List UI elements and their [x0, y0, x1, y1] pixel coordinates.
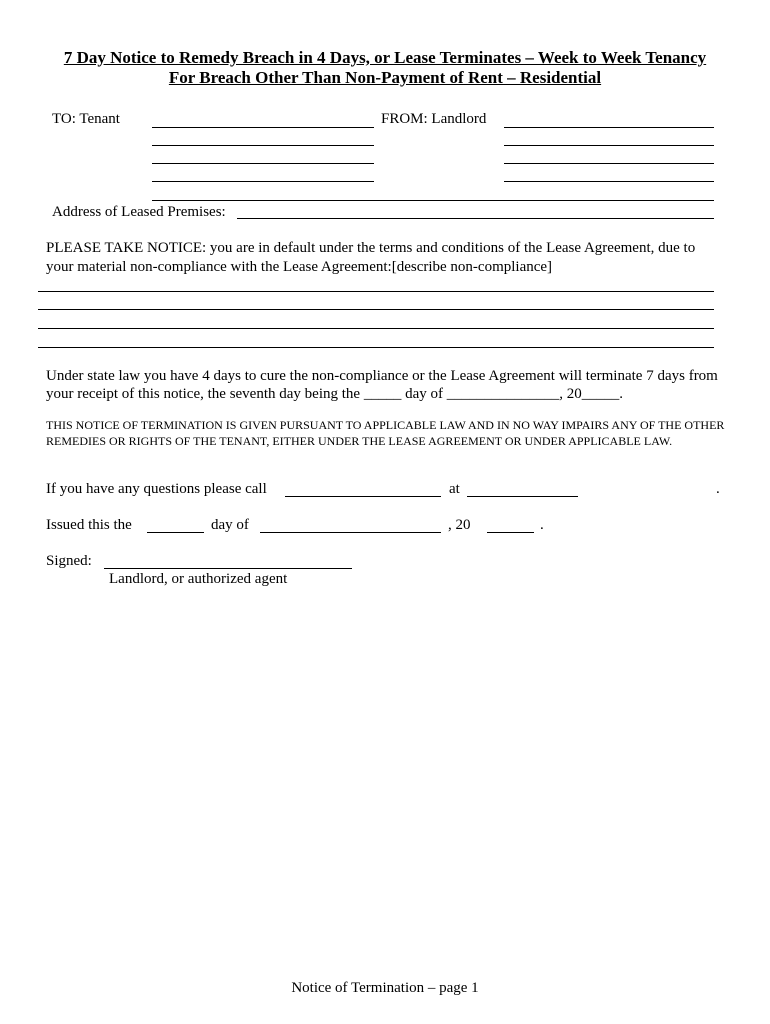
noncompliance-line-1[interactable]	[38, 291, 714, 292]
address-line-upper[interactable]	[152, 200, 714, 201]
notice-paragraph: PLEASE TAKE NOTICE: you are in default under the terms and conditions of the Lease Agreement, due to your material non-compliance with the Lease Agreement:[describe non-compliance]	[46, 240, 696, 275]
questions-at: at	[449, 481, 460, 497]
issued-year-line[interactable]	[487, 532, 534, 533]
issued-day-of: day of	[211, 517, 249, 533]
tenant-name-line-3[interactable]	[152, 163, 374, 164]
document-title	[0, 48, 770, 88]
disclaimer-text: THIS NOTICE OF TERMINATION IS GIVEN PURSUANT TO APPLICABLE LAW AND IN NO WAY IMPAIRS ANY OF THE OTHER REMEDIES OR RIGHTS OF THE TENANT, EITHER UNDER THE LEASE AGREEMENT OR UNDER APPLICABLE LAW.	[46, 418, 725, 448]
issued-day-line[interactable]	[147, 532, 204, 533]
page-footer: Notice of Termination – page 1	[291, 980, 479, 996]
issued-year-prefix: , 20	[448, 517, 471, 533]
landlord-name-line-2[interactable]	[504, 145, 714, 146]
landlord-name-line-1[interactable]	[504, 127, 714, 128]
address-line[interactable]	[237, 218, 714, 219]
issued-period: .	[540, 517, 544, 533]
landlord-name-line-3[interactable]	[504, 163, 714, 164]
questions-label: If you have any questions please call	[46, 481, 267, 497]
issued-label: Issued this the	[46, 517, 132, 533]
cure-text-line-1: Under state law you have 4 days to cure the non-compliance or the Lease Agreement will terminate 7 days from	[46, 368, 718, 384]
cure-text-line-2: your receipt of this notice, the seventh day being the _____ day of _______________, 20_____.	[46, 386, 623, 402]
signature-caption: Landlord, or authorized agent	[109, 571, 288, 587]
landlord-name-line-4[interactable]	[504, 181, 714, 182]
noncompliance-line-2[interactable]	[38, 309, 714, 310]
title-line-1: 7 Day Notice to Remedy Breach in 4 Days, or Lease Terminates – Week to Week Tenancy	[63, 48, 707, 67]
tenant-name-line-2[interactable]	[152, 145, 374, 146]
noncompliance-line-4[interactable]	[38, 347, 714, 348]
title-line-2: For Breach Other Than Non-Payment of Rent – Residential	[168, 68, 602, 87]
noncompliance-line-3[interactable]	[38, 328, 714, 329]
from-landlord-label: FROM: Landlord	[381, 111, 487, 127]
phone-number-line[interactable]	[467, 496, 578, 497]
tenant-name-line-4[interactable]	[152, 181, 374, 182]
address-label: Address of Leased Premises:	[52, 204, 226, 220]
questions-period: .	[716, 481, 720, 497]
signature-line[interactable]	[104, 568, 352, 569]
issued-month-line[interactable]	[260, 532, 441, 533]
tenant-name-line-1[interactable]	[152, 127, 374, 128]
signed-label: Signed:	[46, 553, 92, 569]
phone-name-line[interactable]	[285, 496, 441, 497]
to-tenant-label: TO: Tenant	[52, 111, 120, 127]
